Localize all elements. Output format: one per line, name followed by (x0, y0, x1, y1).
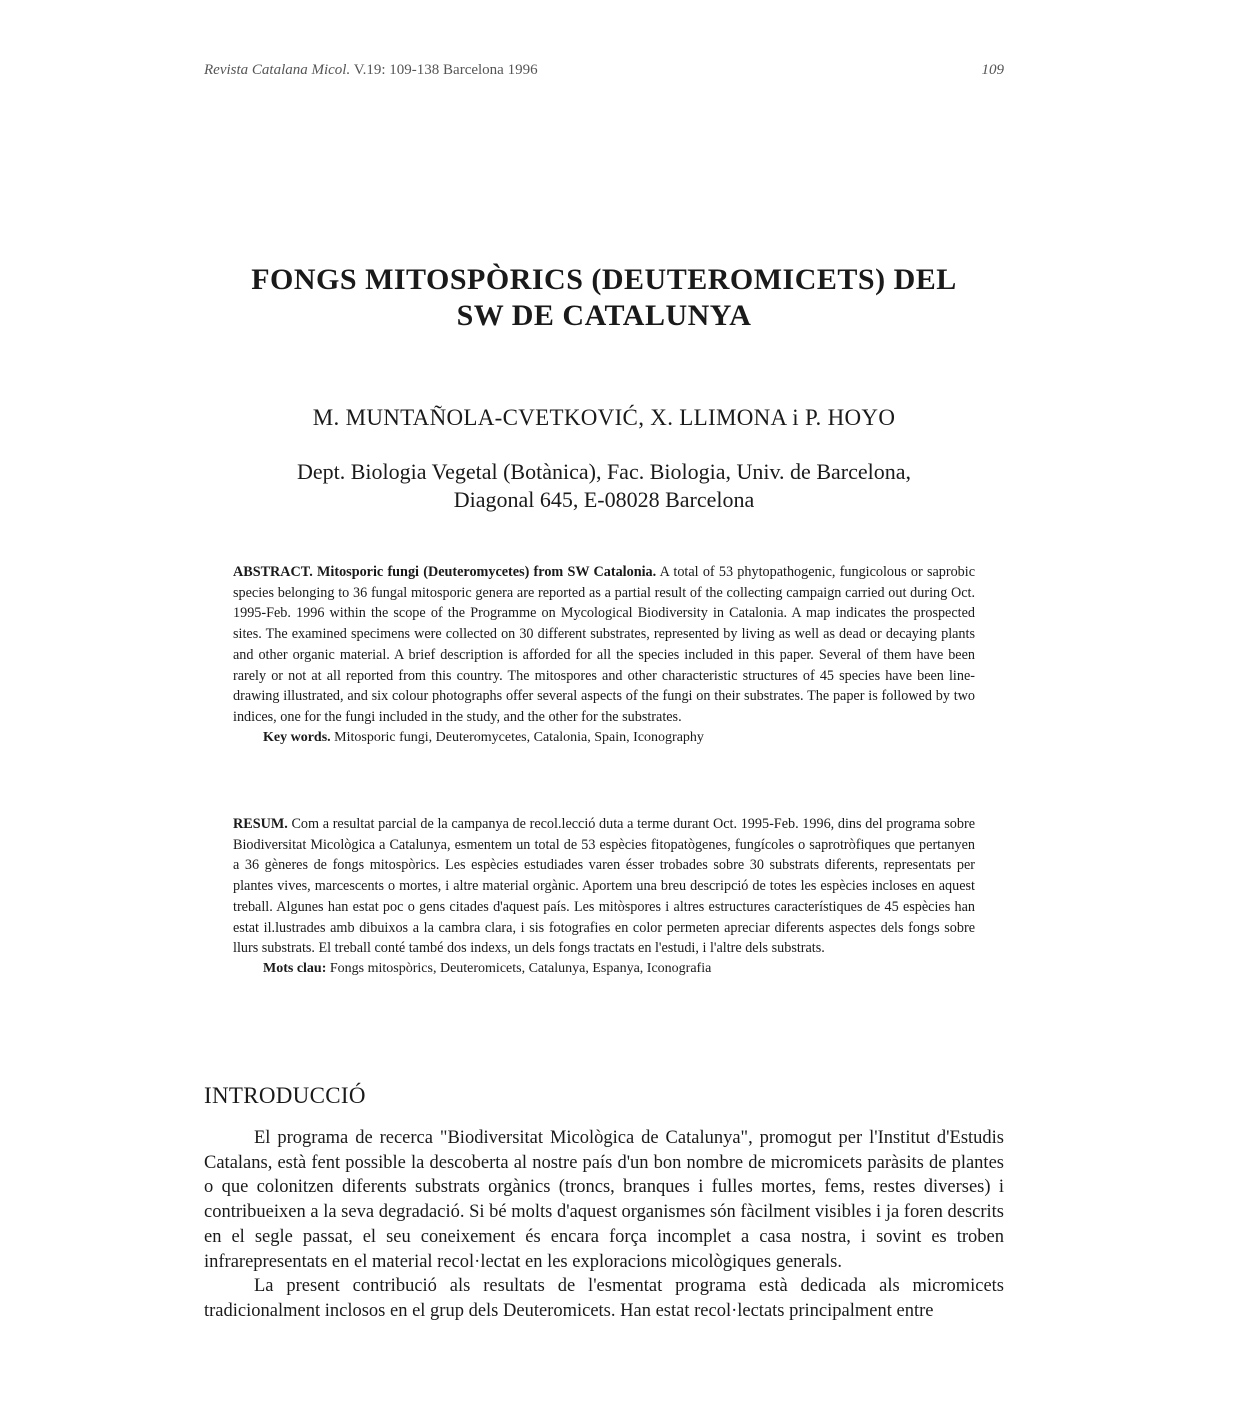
abstract (233, 562, 975, 748)
authors: M. MUNTAÑOLA-CVETKOVIĆ, X. LLIMONA i P. HOYO (312, 405, 896, 430)
affiliation-line-1: Dept. Biologia Vegetal (Botànica), Fac. Biologia, Univ. de Barcelona, (296, 459, 911, 484)
abstract-keywords (233, 728, 975, 749)
journal-citation (204, 62, 538, 79)
resum-label: RESUM. (233, 816, 288, 832)
resum-keywords (233, 959, 975, 980)
page-number: 109 (981, 62, 1004, 78)
intro-paragraph-1: El programa de recerca "Biodiversitat Micològica de Catalunya", promogut per l'Institut d'Estudis Catalans, està fent possible la descoberta al nostre país d'un bon nombre de micromicets paràsits de plantes o que colonitzen diferents substrats orgànics (troncs, branques i fulles mortes, fems, restes diverses) i contribueixen a la seva degradació. Si bé molts d'aquest organismes són fàcilment visibles i ja foren descrits en el segle passat, el seu coneixement és encara força incomplet a casa nostra, i sovint es troben infrarepresentats en el material recol·lectat en les exploracions micològiques generals. (204, 1128, 1004, 1272)
mots-clau-label: Mots clau: (263, 960, 327, 976)
journal-name: Revista Catalana Micol. (204, 62, 351, 78)
title-line-1: FONGS MITOSPÒRICS (DEUTEROMICETS) DEL (251, 263, 957, 296)
intro-paragraph-2: La present contribució als resultats de l'esmentat programa està dedicada als micromicets tradicionalment inclosos en el grup dels Deuteromicets. Han estat recol·lectats principalment entre (204, 1276, 1004, 1321)
abstract-text: A total of 53 phytopathogenic, fungicolous or saprobic species belonging to 36 fungal mitosporic genera are reported as a partial result of the collecting campaign carried out during Oct. 1995-Feb. 1996 within the scope of the Programme on Mycological Biodiversity in Catalonia. A map indicates the prospected sites. The examined specimens were collected on 30 different substrates, represented by living as well as dead or decaying plants and other organic material. A brief description is afforded for all the species included in this paper. Several of them have been rarely or not at all reported from this country. The mitospores and other characteristic structures of 45 species have been line-drawing illustrated, and six colour photographs offer several aspects of the fungi on their substrates. The paper is followed by two indices, one for the fungi included in the study, and the other for the substrates. (233, 564, 976, 725)
affiliation-line-2: Diagonal 645, E-08028 Barcelona (453, 487, 755, 512)
resum-text: Com a resultat parcial de la campanya de recol.lecció duta a terme durant Oct. 1995-Feb. 1996, dins del programa sobre Biodiversitat Micològica a Catalunya, esmentem un total de 53 espècies fitopatògenes, fungícoles o saprotròfiques que pertanyen a 36 gèneres de fongs mitospòrics. Les espècies estudiades varen ésser trobades sobre 30 substrats diferents, representats per plantes vives, marcescents o mortes, i altre material orgànic. Aportem una breu descripció de totes les espècies incloses en aquest treball. Algunes han estat poc o gens citades d'aquest país. Les mitòspores i altres estructures característiques de 45 espècies han estat il.lustrades amb dibuixos a la cambra clara, i sis fotografies en color permeten apreciar diferents aspectes dels fongs sobre llurs substrats. El treball conté també dos indexs, un dels fongs tractats en l'estudi, i l'altre dels substrats. (233, 816, 975, 957)
paper-title (150, 262, 1058, 334)
keywords-text: Mitosporic fungi, Deuteromycetes, Catalonia, Spain, Iconography (334, 729, 704, 745)
mots-clau-text: Fongs mitospòrics, Deuteromicets, Catalunya, Espanya, Iconografia (329, 960, 712, 976)
abstract-title: Mitosporic fungi (Deuteromycetes) from SW Catalonia. (317, 564, 657, 580)
section-heading-introduccio: INTRODUCCIÓ (204, 1083, 366, 1108)
keywords-label: Key words. (263, 729, 331, 745)
abstract-paragraph (233, 562, 975, 728)
journal-volume: V.19: 109-138 Barcelona 1996 (353, 62, 538, 78)
affiliation (150, 458, 1058, 514)
introduction-body (204, 1126, 1004, 1324)
resum-paragraph (233, 814, 975, 959)
running-header (204, 62, 1004, 82)
resum (233, 814, 975, 980)
abstract-label: ABSTRACT. (233, 564, 313, 580)
title-line-2: SW DE CATALUNYA (456, 299, 752, 332)
